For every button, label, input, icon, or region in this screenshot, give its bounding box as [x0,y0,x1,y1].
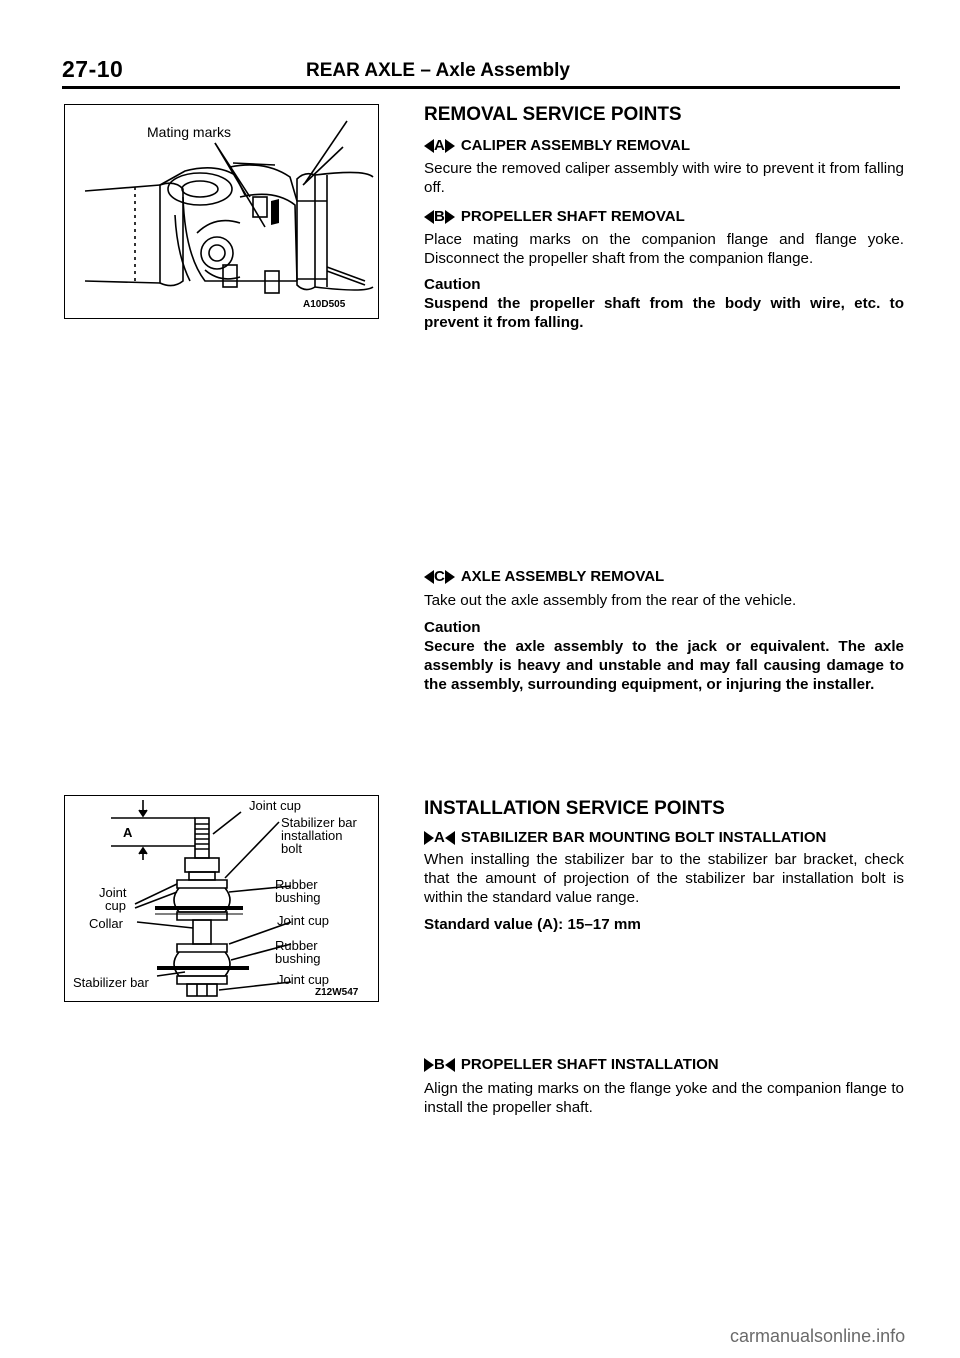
left-arrow-icon [424,139,434,153]
left-arrow-icon [445,831,455,845]
joint-cup-left-label-2: cup [105,898,126,913]
axle-caution-label: Caution [424,619,481,636]
stabilizer-bolt-heading: A STABILIZER BAR MOUNTING BOLT INSTALLATION [424,829,904,846]
right-arrow-icon [424,1058,434,1072]
figure1-code: A10D505 [303,299,346,310]
propeller-removal-text: Place mating marks on the companion flange and flange yoke. Disconnect the propeller shaft from the companion flange. [424,231,904,267]
rubber-bushing-1-label-2: bushing [275,890,321,905]
axle-removal-text: Take out the axle assembly from the rear of the vehicle. [424,592,797,609]
propeller-installation-text: Align the mating marks on the flange yoke and the companion flange to install the propeller shaft. [424,1080,904,1116]
removal-marker-c: C [424,568,455,585]
removal-marker-b: B [424,208,455,225]
stabilizer-bolt-label-1: Stabilizer bar [281,815,357,830]
right-arrow-icon [445,210,455,224]
right-arrow-icon [424,831,434,845]
rubber-bushing-1-label-1: Rubber [275,877,318,892]
collar-label: Collar [89,916,123,931]
mating-marks-label: Mating marks [147,124,232,140]
right-arrow-icon [445,570,455,584]
stabilizer-bolt-label-3: bolt [281,841,302,856]
left-arrow-icon [445,1058,455,1072]
watermark: carmanualsonline.info [730,1326,906,1346]
mating-marks-figure [64,104,379,319]
rubber-bushing-2-label-2: bushing [275,951,321,966]
dimension-a-label: A [123,825,133,840]
propeller-removal-heading: B PROPELLER SHAFT REMOVAL [424,208,904,225]
header-rule [62,86,900,89]
axle-removal-heading: C AXLE ASSEMBLY REMOVAL [424,568,904,585]
right-arrow-icon [445,139,455,153]
installation-heading: INSTALLATION SERVICE POINTS [424,798,725,819]
stabilizer-bolt-figure [64,795,379,1002]
standard-value: Standard value (A): 15–17 mm [424,916,641,933]
installation-marker-a: A [424,829,455,846]
page-title: REAR AXLE – Axle Assembly [306,60,570,81]
page-number: 27-10 [62,56,124,82]
figure2-code: Z12W547 [315,987,359,998]
caliper-removal-heading: A CALIPER ASSEMBLY REMOVAL [424,137,904,154]
stabilizer-bolt-text: When installing the stabilizer bar to the stabilizer bar bracket, check that the amount of projection of the stabilizer bar installation bolt is within the standard value range. [424,851,904,906]
removal-heading: REMOVAL SERVICE POINTS [424,104,682,125]
axle-caution-text: Secure the axle assembly to the jack or equivalent. The axle assembly is heavy and unstable and may fall causing damage to the assembly, surrounding equipment, or injuring the installer. [424,638,904,693]
left-arrow-icon [424,210,434,224]
left-arrow-icon [424,570,434,584]
joint-cup-mid-label: Joint cup [277,913,330,928]
propeller-caution-label: Caution [424,276,481,293]
joint-cup-bottom-label: Joint cup [277,972,330,987]
stabilizer-bar-label: Stabilizer bar [73,975,149,990]
stabilizer-bolt-label-2: installation [281,828,343,843]
propeller-caution-text: Suspend the propeller shaft from the body with wire, etc. to prevent it from falling. [424,295,904,331]
rubber-bushing-2-label-1: Rubber [275,938,318,953]
joint-cup-top-label: Joint cup [249,798,302,813]
caliper-removal-text: Secure the removed caliper assembly with wire to prevent it from falling off. [424,160,904,196]
installation-marker-b: B [424,1056,455,1073]
joint-cup-left-label-1: Joint [99,885,127,900]
propeller-installation-heading: B PROPELLER SHAFT INSTALLATION [424,1056,904,1073]
removal-marker-a: A [424,137,455,154]
